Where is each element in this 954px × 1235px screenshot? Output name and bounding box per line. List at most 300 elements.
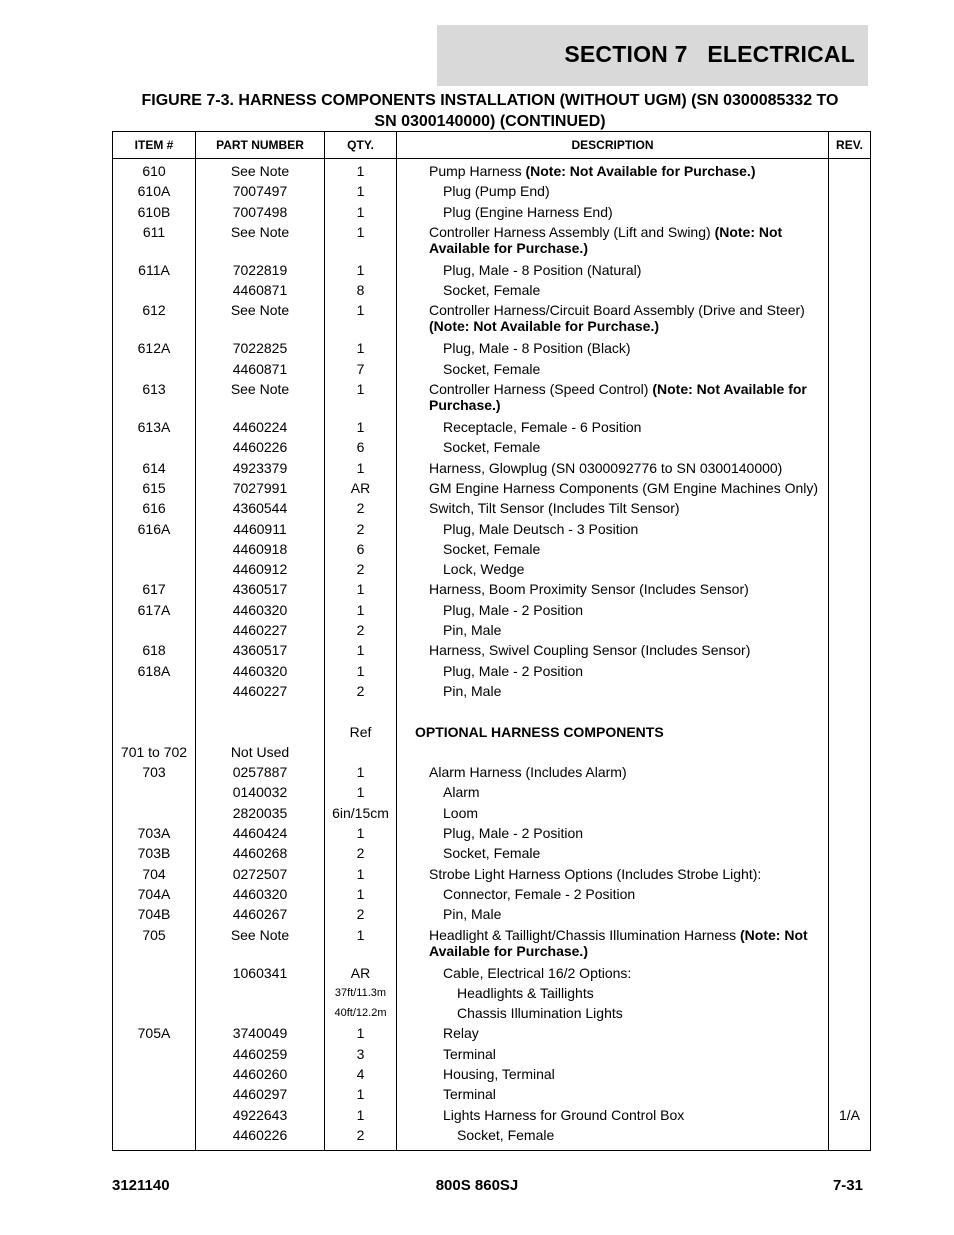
quantity-cell: 1 (325, 784, 397, 804)
revision-cell (829, 480, 871, 500)
table-row (113, 183, 871, 203)
item-number-cell (113, 805, 196, 825)
revision-cell (829, 744, 871, 764)
description-text: Plug (Pump End) (443, 183, 550, 200)
quantity-cell: 1 (325, 262, 397, 282)
quantity-cell: 2 (325, 561, 397, 581)
part-number-cell: 4460224 (196, 419, 325, 439)
description-text: Controller Harness/Circuit Board Assembly (Drive and Steer) (429, 302, 805, 319)
quantity-cell: 1 (325, 204, 397, 224)
table-row (113, 381, 871, 419)
part-number-cell: 2820035 (196, 805, 325, 825)
description-text: Controller Harness Assembly (Lift and Swing) (429, 223, 715, 240)
item-number-cell: 615 (113, 480, 196, 500)
description-text: Plug (Engine Harness End) (443, 203, 613, 220)
description-cell (397, 965, 829, 985)
revision-cell (829, 927, 871, 965)
description-text: Controller Harness (Speed Control) (429, 381, 653, 398)
table-header-row (113, 132, 871, 159)
revision-cell (829, 724, 871, 744)
table-row (113, 845, 871, 865)
revision-cell (829, 965, 871, 985)
revision-cell (829, 886, 871, 906)
item-number-cell (113, 683, 196, 703)
figure-title (100, 90, 880, 132)
description-cell (397, 1046, 829, 1066)
item-number-cell: 614 (113, 460, 196, 480)
part-number-cell: See Note (196, 159, 325, 184)
revision-cell (829, 703, 871, 723)
part-number-cell: 4460871 (196, 361, 325, 381)
part-number-cell: 7022819 (196, 262, 325, 282)
revision-cell (829, 521, 871, 541)
table-row (113, 1005, 871, 1025)
description-note: (Note: Not Available for Purchase.) (429, 381, 807, 414)
item-number-cell: 611A (113, 262, 196, 282)
figure-title-line-1: FIGURE 7-3. HARNESS COMPONENTS INSTALLATION (WITHOUT UGM) (SN 0300085332 TO (141, 92, 839, 109)
revision-cell (829, 159, 871, 184)
revision-cell (829, 460, 871, 480)
revision-cell (829, 642, 871, 662)
section-banner (437, 25, 868, 86)
description-cell (397, 439, 829, 459)
description-cell (397, 419, 829, 439)
item-number-cell: 705A (113, 1025, 196, 1045)
revision-cell (829, 419, 871, 439)
quantity-cell: 37ft/11.3m (325, 985, 397, 1005)
item-number-cell: 617 (113, 581, 196, 601)
description-cell (397, 622, 829, 642)
description-text: Cable, Electrical 16/2 Options: (443, 964, 632, 981)
item-number-cell (113, 1086, 196, 1106)
table-row (113, 663, 871, 683)
item-number-cell: 703B (113, 845, 196, 865)
description-cell (397, 561, 829, 581)
item-number-cell: 616 (113, 500, 196, 520)
part-number-cell: 4460226 (196, 439, 325, 459)
description-text: Alarm (443, 784, 480, 801)
item-number-cell: 612A (113, 340, 196, 360)
part-number-cell: 4460871 (196, 282, 325, 302)
table-row (113, 1127, 871, 1151)
item-number-cell: 611 (113, 224, 196, 262)
description-text: GM Engine Harness Components (GM Engine Machines Only) (429, 479, 819, 496)
quantity-cell: 1 (325, 381, 397, 419)
revision-cell (829, 1066, 871, 1086)
column-header-part-number: PART NUMBER (196, 132, 325, 159)
table-row (113, 439, 871, 459)
quantity-cell: 1 (325, 886, 397, 906)
description-cell (397, 460, 829, 480)
table-row (113, 541, 871, 561)
description-cell (397, 744, 829, 764)
quantity-cell: 1 (325, 764, 397, 784)
item-number-cell: 613 (113, 381, 196, 419)
item-number-cell: 704 (113, 866, 196, 886)
part-number-cell: 4360517 (196, 642, 325, 662)
description-text: Housing, Terminal (443, 1065, 555, 1082)
table-row (113, 906, 871, 926)
quantity-cell: 1 (325, 927, 397, 965)
table-row (113, 724, 871, 744)
description-cell (397, 886, 829, 906)
table-row (113, 361, 871, 381)
part-number-cell: 0272507 (196, 866, 325, 886)
quantity-cell: 1 (325, 419, 397, 439)
revision-cell (829, 361, 871, 381)
revision-cell (829, 262, 871, 282)
revision-cell (829, 805, 871, 825)
part-number-cell: 4460260 (196, 1066, 325, 1086)
part-number-cell: 4460259 (196, 1046, 325, 1066)
description-cell (397, 204, 829, 224)
item-number-cell: 704A (113, 886, 196, 906)
description-cell (397, 642, 829, 662)
section-title: SECTION 7 ELECTRICAL (564, 41, 855, 67)
item-number-cell: 618A (113, 663, 196, 683)
quantity-cell: 2 (325, 683, 397, 703)
description-cell (397, 302, 829, 340)
description-text: Chassis Illumination Lights (457, 1005, 623, 1022)
table-row (113, 340, 871, 360)
item-number-cell: 703 (113, 764, 196, 784)
revision-cell (829, 602, 871, 622)
part-number-cell: 4923379 (196, 460, 325, 480)
part-number-cell: 4460226 (196, 1127, 325, 1151)
quantity-cell: 1 (325, 1025, 397, 1045)
part-number-cell: 4460911 (196, 521, 325, 541)
table-row (113, 784, 871, 804)
description-text: Harness, Glowplug (SN 0300092776 to SN 0300140000) (429, 459, 783, 476)
part-number-cell: 4460227 (196, 622, 325, 642)
description-text: Relay (443, 1025, 479, 1042)
revision-cell (829, 1025, 871, 1045)
quantity-cell: 1 (325, 663, 397, 683)
revision-cell (829, 1127, 871, 1151)
description-cell (397, 825, 829, 845)
quantity-cell: 6 (325, 541, 397, 561)
description-cell (397, 500, 829, 520)
part-number-cell (196, 1005, 325, 1025)
item-number-cell (113, 541, 196, 561)
quantity-cell: 1 (325, 1107, 397, 1127)
column-header-rev: REV. (829, 132, 871, 159)
table-row (113, 460, 871, 480)
item-number-cell: 703A (113, 825, 196, 845)
description-note: (Note: Not Available for Purchase.) (525, 163, 756, 179)
description-cell (397, 602, 829, 622)
quantity-cell: 40ft/12.2m (325, 1005, 397, 1025)
description-text: Plug, Male - 2 Position (443, 662, 584, 679)
description-cell (397, 663, 829, 683)
revision-cell (829, 985, 871, 1005)
footer-doc-number: 3121140 (112, 1177, 170, 1194)
item-number-cell (113, 1046, 196, 1066)
table-row (113, 622, 871, 642)
item-number-cell: 610 (113, 159, 196, 184)
table-row (113, 805, 871, 825)
quantity-cell: 2 (325, 521, 397, 541)
part-number-cell: See Note (196, 381, 325, 419)
description-cell (397, 224, 829, 262)
part-number-cell: 4460227 (196, 683, 325, 703)
item-number-cell (113, 724, 196, 744)
description-cell (397, 1005, 829, 1025)
description-cell (397, 683, 829, 703)
quantity-cell: 1 (325, 825, 397, 845)
table-row (113, 1046, 871, 1066)
quantity-cell: 1 (325, 642, 397, 662)
description-text: Harness, Boom Proximity Sensor (Includes Sensor) (429, 581, 749, 598)
part-number-cell: 4460267 (196, 906, 325, 926)
item-number-cell (113, 703, 196, 723)
revision-cell (829, 845, 871, 865)
column-header-description: DESCRIPTION (397, 132, 829, 159)
revision-cell (829, 500, 871, 520)
description-text: Pin, Male (443, 622, 502, 639)
revision-cell (829, 825, 871, 845)
part-number-cell: 3740049 (196, 1025, 325, 1045)
revision-cell (829, 784, 871, 804)
description-text: Plug, Male - 2 Position (443, 825, 584, 842)
description-cell (397, 1107, 829, 1127)
table-row (113, 965, 871, 985)
quantity-cell: 6in/15cm (325, 805, 397, 825)
description-text: Harness, Swivel Coupling Sensor (Includes Sensor) (429, 642, 751, 659)
description-text: Pin, Male (443, 906, 502, 923)
description-note: OPTIONAL HARNESS COMPONENTS (415, 723, 664, 740)
item-number-cell: 616A (113, 521, 196, 541)
part-number-cell: 4460268 (196, 845, 325, 865)
table-row (113, 683, 871, 703)
item-number-cell: 613A (113, 419, 196, 439)
item-number-cell: 610B (113, 204, 196, 224)
description-note: (Note: Not Available for Purchase.) (429, 926, 808, 959)
table-row (113, 886, 871, 906)
revision-cell (829, 224, 871, 262)
description-note: (Note: Not Available for Purchase.) (429, 318, 660, 335)
description-cell (397, 262, 829, 282)
description-cell (397, 541, 829, 561)
table-row (113, 262, 871, 282)
item-number-cell (113, 985, 196, 1005)
part-number-cell: 4460320 (196, 663, 325, 683)
quantity-cell: AR (325, 480, 397, 500)
revision-cell (829, 683, 871, 703)
part-number-cell: 4360517 (196, 581, 325, 601)
revision-cell (829, 581, 871, 601)
quantity-cell: 6 (325, 439, 397, 459)
part-number-cell: 1060341 (196, 965, 325, 985)
part-number-cell: 4460320 (196, 602, 325, 622)
description-text: Socket, Female (443, 439, 541, 456)
table-row (113, 561, 871, 581)
description-cell (397, 703, 829, 723)
quantity-cell: 1 (325, 460, 397, 480)
table-row (113, 500, 871, 520)
description-text: Socket, Female (443, 845, 541, 862)
item-number-cell: 701 to 702 (113, 744, 196, 764)
part-number-cell: 4460297 (196, 1086, 325, 1106)
item-number-cell (113, 1005, 196, 1025)
item-number-cell: 704B (113, 906, 196, 926)
quantity-cell: 2 (325, 500, 397, 520)
footer-model-text: 800S 860SJ (435, 1177, 519, 1194)
part-number-cell: Not Used (196, 744, 325, 764)
item-number-cell: 705 (113, 927, 196, 965)
description-text: Terminal (443, 1045, 496, 1062)
quantity-cell: 1 (325, 340, 397, 360)
description-text: Plug, Male - 8 Position (Black) (443, 340, 631, 357)
quantity-cell: 2 (325, 845, 397, 865)
part-number-cell: 7022825 (196, 340, 325, 360)
description-cell (397, 183, 829, 203)
description-cell (397, 1066, 829, 1086)
description-cell (397, 521, 829, 541)
quantity-cell: 7 (325, 361, 397, 381)
table-row (113, 224, 871, 262)
description-cell (397, 866, 829, 886)
quantity-cell (325, 703, 397, 723)
table-row (113, 1025, 871, 1045)
description-text: Pin, Male (443, 682, 502, 699)
description-cell (397, 159, 829, 184)
table-row (113, 703, 871, 723)
table-row (113, 764, 871, 784)
description-text: Loom (443, 804, 479, 821)
description-text: Headlights & Taillights (457, 984, 594, 1001)
revision-cell (829, 439, 871, 459)
quantity-cell: 2 (325, 622, 397, 642)
table-row (113, 642, 871, 662)
item-number-cell (113, 965, 196, 985)
revision-cell (829, 183, 871, 203)
part-number-cell: 7027991 (196, 480, 325, 500)
item-number-cell (113, 561, 196, 581)
description-text: Socket, Female (443, 360, 541, 377)
part-number-cell (196, 703, 325, 723)
item-number-cell: 617A (113, 602, 196, 622)
description-cell (397, 1086, 829, 1106)
description-cell (397, 581, 829, 601)
revision-cell (829, 541, 871, 561)
revision-cell: 1/A (829, 1107, 871, 1127)
revision-cell (829, 282, 871, 302)
table-row (113, 419, 871, 439)
table-row (113, 744, 871, 764)
revision-cell (829, 340, 871, 360)
revision-cell (829, 381, 871, 419)
revision-cell (829, 1086, 871, 1106)
revision-cell (829, 302, 871, 340)
revision-cell (829, 622, 871, 642)
description-text: Pump Harness (429, 163, 526, 179)
revision-cell (829, 663, 871, 683)
quantity-cell: 3 (325, 1046, 397, 1066)
quantity-cell: AR (325, 965, 397, 985)
part-number-cell: 7007497 (196, 183, 325, 203)
table-row (113, 866, 871, 886)
table-row (113, 204, 871, 224)
quantity-cell: 4 (325, 1066, 397, 1086)
part-number-cell: 4360544 (196, 500, 325, 520)
description-text: Switch, Tilt Sensor (Includes Tilt Sensor) (429, 500, 680, 517)
item-number-cell (113, 1127, 196, 1151)
description-note: (Note: Not Available for Purchase.) (429, 223, 783, 256)
description-text: Alarm Harness (Includes Alarm) (429, 764, 627, 781)
item-number-cell (113, 282, 196, 302)
part-number-cell: 4460320 (196, 886, 325, 906)
quantity-cell: 1 (325, 183, 397, 203)
part-number-cell: 7007498 (196, 204, 325, 224)
revision-cell (829, 906, 871, 926)
quantity-cell: 1 (325, 159, 397, 184)
quantity-cell: 1 (325, 602, 397, 622)
item-number-cell: 612 (113, 302, 196, 340)
part-number-cell: See Note (196, 927, 325, 965)
description-cell (397, 906, 829, 926)
quantity-cell: 2 (325, 906, 397, 926)
description-cell (397, 927, 829, 965)
description-text: Plug, Male Deutsch - 3 Position (443, 520, 639, 537)
description-cell (397, 724, 829, 744)
table-row (113, 1107, 871, 1127)
part-number-cell: See Note (196, 302, 325, 340)
revision-cell (829, 1005, 871, 1025)
table-row (113, 1066, 871, 1086)
revision-cell (829, 204, 871, 224)
description-cell (397, 480, 829, 500)
description-text: Strobe Light Harness Options (Includes Strobe Light): (429, 865, 762, 882)
description-cell (397, 1127, 829, 1151)
revision-cell (829, 1046, 871, 1066)
quantity-cell: Ref (325, 724, 397, 744)
description-cell (397, 805, 829, 825)
description-cell (397, 985, 829, 1005)
description-cell (397, 361, 829, 381)
description-text: Terminal (443, 1086, 496, 1103)
table-row (113, 1086, 871, 1106)
table-row (113, 825, 871, 845)
item-number-cell: 618 (113, 642, 196, 662)
description-text: Lights Harness for Ground Control Box (443, 1106, 685, 1123)
description-cell (397, 784, 829, 804)
description-cell (397, 764, 829, 784)
part-number-cell: 4460918 (196, 541, 325, 561)
description-cell (397, 845, 829, 865)
quantity-cell: 8 (325, 282, 397, 302)
part-number-cell: 4460912 (196, 561, 325, 581)
column-header-item: ITEM # (113, 132, 196, 159)
part-number-cell: 4922643 (196, 1107, 325, 1127)
part-number-cell (196, 985, 325, 1005)
part-number-cell (196, 724, 325, 744)
description-text: Socket, Female (457, 1126, 555, 1143)
description-text: Connector, Female - 2 Position (443, 885, 636, 902)
description-cell (397, 381, 829, 419)
table-row (113, 581, 871, 601)
table-row (113, 282, 871, 302)
table-row (113, 985, 871, 1005)
parts-table (112, 131, 871, 1151)
table-row (113, 480, 871, 500)
parts-table-body (113, 159, 871, 1151)
figure-title-line-2: SN 0300140000) (CONTINUED) (374, 113, 606, 130)
description-text: Socket, Female (443, 540, 541, 557)
quantity-cell: 1 (325, 866, 397, 886)
table-row (113, 159, 871, 184)
quantity-cell: 2 (325, 1127, 397, 1151)
